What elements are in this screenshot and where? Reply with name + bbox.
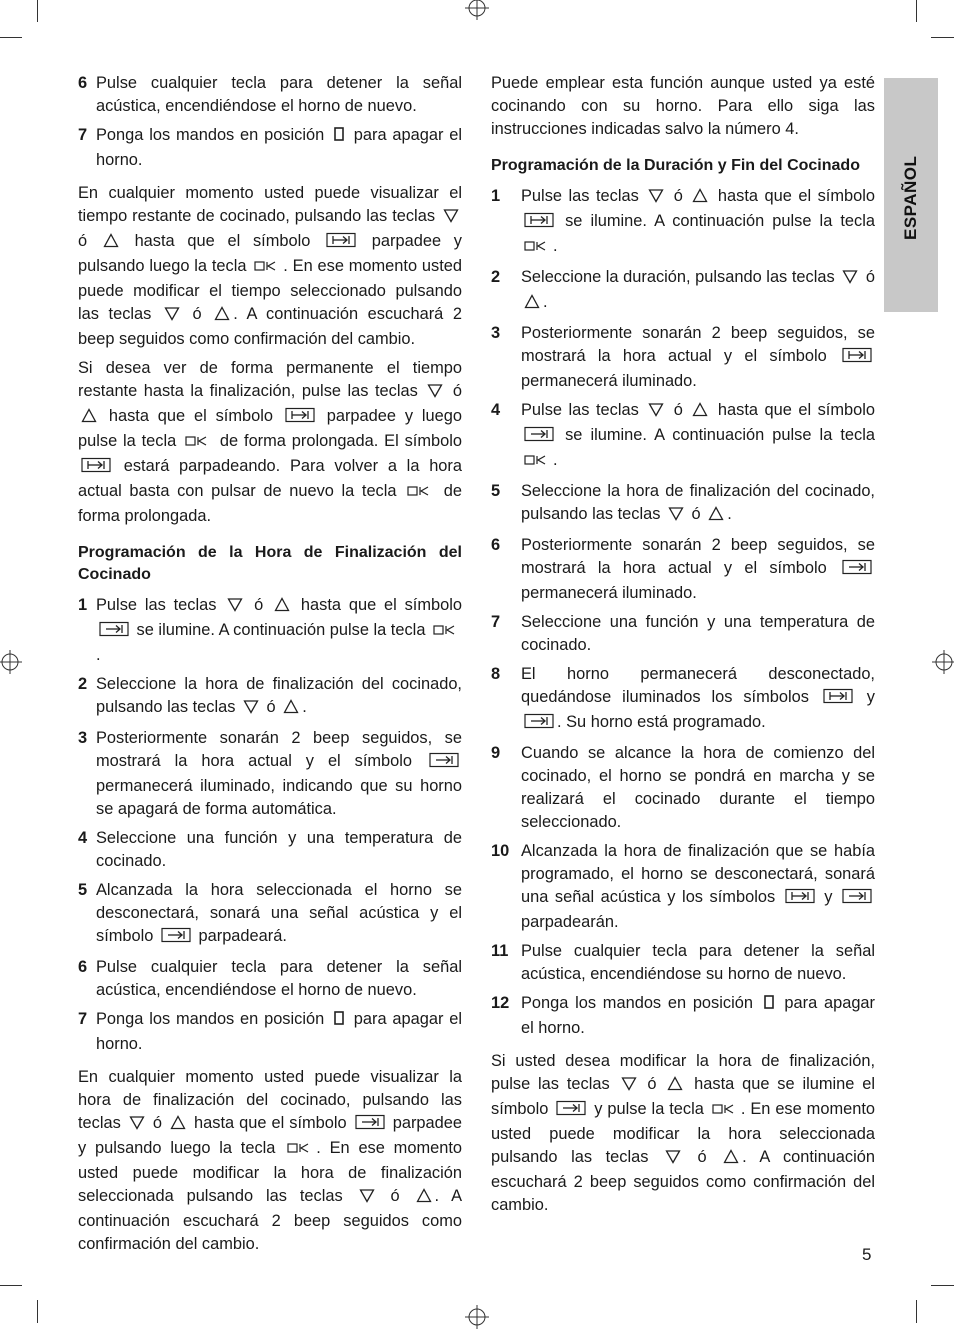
paragraph: En cualquier momento usted puede visualizar la hora de finalización del cocinado, pulsando las teclas ó hasta que el símbolo parpadee y pulsando luego la tecla . En ese momento usted puede modificar la hora de finalización seleccionada pulsando las teclas ó . A continuación escuchará 2 beep seguidos como confirmación del cambio. <box>78 1068 462 1253</box>
list-item: 7 Ponga los mandos en posición para apagar el horno. <box>78 126 463 169</box>
end-time-icon <box>355 1114 385 1137</box>
crop-mark <box>916 1300 917 1323</box>
crop-mark <box>916 0 917 22</box>
end-time-icon <box>842 559 872 582</box>
end-time-icon <box>161 927 191 950</box>
list-item: 2 Seleccione la hora de finalización del cocinado, pulsando las teclas ó . <box>78 673 462 721</box>
registration-mark-icon <box>465 0 489 20</box>
triangle-down-icon <box>164 305 180 328</box>
list-item: 3 Posteriormente sonarán 2 beep seguidos, se mostrará la hora actual y el símbolo permanecerá iluminado. <box>491 324 875 390</box>
ok-key-icon <box>712 1100 738 1123</box>
section-heading: Programación de la Hora de Finalización del Cocinado <box>78 544 462 583</box>
page-number: 5 <box>862 1245 872 1264</box>
section-heading: Programación de la Duración y Fin del Cocinado <box>491 157 860 174</box>
triangle-up-icon <box>214 305 230 328</box>
list-item: 7 Seleccione una función y una temperatura de cocinado. <box>491 613 875 654</box>
registration-mark-icon <box>465 1305 489 1329</box>
end-time-icon <box>524 426 554 449</box>
duration-icon <box>524 212 554 235</box>
off-position-icon <box>763 994 775 1017</box>
ok-key-icon <box>433 621 459 644</box>
end-time-icon <box>524 713 554 736</box>
triangle-up-icon <box>170 1114 186 1137</box>
paragraph: En cualquier momento usted puede visualizar el tiempo restante de cocinado, pulsando las teclas ó hasta que el símbolo parpadee y pulsando luego la tecla . En ese momento usted puede modificar el tiempo seleccionado pulsando las teclas ó . A continuación escuchará 2 beep seguidos como confirmación del cambio. <box>78 184 462 348</box>
triangle-up-icon <box>667 1075 683 1098</box>
crop-mark <box>931 37 954 38</box>
paragraph: Si usted desea modificar la hora de finalización, pulse las teclas ó hasta que se ilumine el símbolo y pulse la tecla . En ese momento usted puede modificar la hora seleccionada pulsando las teclas ó . A continuación escuchará 2 beep seguidos como confirmación del cambio. <box>491 1052 876 1214</box>
triangle-down-icon <box>129 1114 145 1137</box>
list-item: 10 Alcanzada la hora de finalización que se había programado, el horno se desconectará, sonará una señal acústica y los símbolos y parpadearán. <box>491 842 875 931</box>
step-list <box>78 72 462 172</box>
list-item: 1 Pulse las teclas ó hasta que el símbolo se ilumine. A continuación pulse la tecla . <box>491 185 875 260</box>
duration-icon <box>823 688 853 711</box>
list-item: 6 Pulse cualquier tecla para detener la señal acústica, encendiéndose el horno de nuevo. <box>78 958 462 999</box>
triangle-down-icon <box>842 268 858 291</box>
list-item: 4 Pulse las teclas ó hasta que el símbolo se ilumine. A continuación pulse la tecla . <box>491 399 875 474</box>
ok-key-icon <box>524 237 550 260</box>
ok-key-icon <box>407 482 433 505</box>
list-item: 1 Pulse las teclas ó hasta que el símbolo se ilumine. A continuación pulse la tecla . <box>78 596 463 664</box>
triangle-down-icon <box>648 401 664 424</box>
triangle-down-icon <box>427 382 443 405</box>
crop-mark <box>0 37 22 38</box>
triangle-up-icon <box>416 1187 432 1210</box>
duration-icon <box>842 347 872 370</box>
duration-icon <box>81 457 111 480</box>
triangle-down-icon <box>668 505 684 528</box>
triangle-down-icon <box>648 187 664 210</box>
triangle-up-icon <box>274 596 290 619</box>
list-item: 8 El horno permanecerá desconectado, quedándose iluminados los símbolos y . Su horno está programado. <box>491 663 875 736</box>
duration-icon <box>785 888 815 911</box>
paragraph: Si desea ver de forma permanente el tiempo restante hasta la finalización, pulse las teclas ó hasta que el símbolo parpadee y luego pulse la tecla de forma prolongada. El símbolo estará parpadeando. Para volver a la hora actual basta con pulsar de nuevo la tecla de forma prolongada. <box>78 359 462 525</box>
crop-mark <box>37 1300 38 1323</box>
triangle-up-icon <box>524 293 540 316</box>
language-tab-label: ESPAÑOL <box>901 155 920 240</box>
triangle-down-icon <box>243 698 259 721</box>
end-time-icon <box>99 621 129 644</box>
ok-key-icon <box>287 1139 313 1162</box>
right-column <box>491 72 875 1223</box>
list-item: 9 Cuando se alcance la hora de comienzo del cocinado, el horno se pondrá en marcha y se realizará el cocinado durante el tiempo seleccionado. <box>491 744 875 831</box>
registration-mark-icon <box>932 650 954 674</box>
registration-mark-icon <box>0 650 22 674</box>
duration-icon <box>326 232 356 255</box>
triangle-down-icon <box>359 1187 375 1210</box>
end-time-icon <box>842 888 872 911</box>
triangle-up-icon <box>81 407 97 430</box>
crop-mark <box>37 0 38 22</box>
triangle-up-icon <box>692 187 708 210</box>
triangle-up-icon <box>103 232 119 255</box>
step-list <box>78 594 462 1056</box>
triangle-down-icon <box>621 1075 637 1098</box>
triangle-up-icon <box>723 1148 739 1171</box>
paragraph: Puede emplear esta función aunque usted ya esté cocinando con su horno. Para ello siga las instrucciones indicadas salvo la número 4. <box>491 74 875 138</box>
off-position-icon <box>333 126 345 149</box>
triangle-up-icon <box>708 505 724 528</box>
triangle-up-icon <box>283 698 299 721</box>
ok-key-icon <box>254 257 280 280</box>
crop-mark <box>0 1285 22 1286</box>
duration-icon <box>285 407 315 430</box>
crop-mark <box>931 1285 954 1286</box>
list-item: 5 Alcanzada la hora seleccionada el horno se desconectará, sonará una señal acústica y el símbolo parpadeará. <box>78 879 462 950</box>
end-time-icon <box>556 1100 586 1123</box>
list-item: 6 Posteriormente sonarán 2 beep seguidos, se mostrará la hora actual y el símbolo permanecerá iluminado. <box>491 536 875 602</box>
left-column <box>78 72 462 1262</box>
list-item: 3 Posteriormente sonarán 2 beep seguidos, se mostrará la hora actual y el símbolo permanecerá iluminado, indicando que su horno se apagará de forma automática. <box>78 729 462 818</box>
list-item: 2 Seleccione la duración, pulsando las teclas ó . <box>491 266 875 316</box>
triangle-up-icon <box>692 401 708 424</box>
list-item: 4 Seleccione una función y una temperatura de cocinado. <box>78 829 462 870</box>
end-time-icon <box>429 752 459 775</box>
step-list <box>491 185 875 1040</box>
triangle-down-icon <box>443 207 459 230</box>
ok-key-icon <box>185 432 211 455</box>
list-item: 5 Seleccione la hora de finalización del cocinado, pulsando las teclas ó . <box>491 480 875 528</box>
off-position-icon <box>333 1010 345 1033</box>
ok-key-icon <box>524 451 550 474</box>
list-item: 12 Ponga los mandos en posición para apagar el horno. <box>491 994 876 1037</box>
triangle-down-icon <box>665 1148 681 1171</box>
triangle-down-icon <box>227 596 243 619</box>
list-item: 7 Ponga los mandos en posición para apagar el horno. <box>78 1010 463 1053</box>
list-item: 6 Pulse cualquier tecla para detener la señal acústica, encendiéndose el horno de nuevo. <box>78 74 462 115</box>
list-item: 11 Pulse cualquier tecla para detener la señal acústica, encendiéndose su horno de nuevo. <box>491 942 875 983</box>
